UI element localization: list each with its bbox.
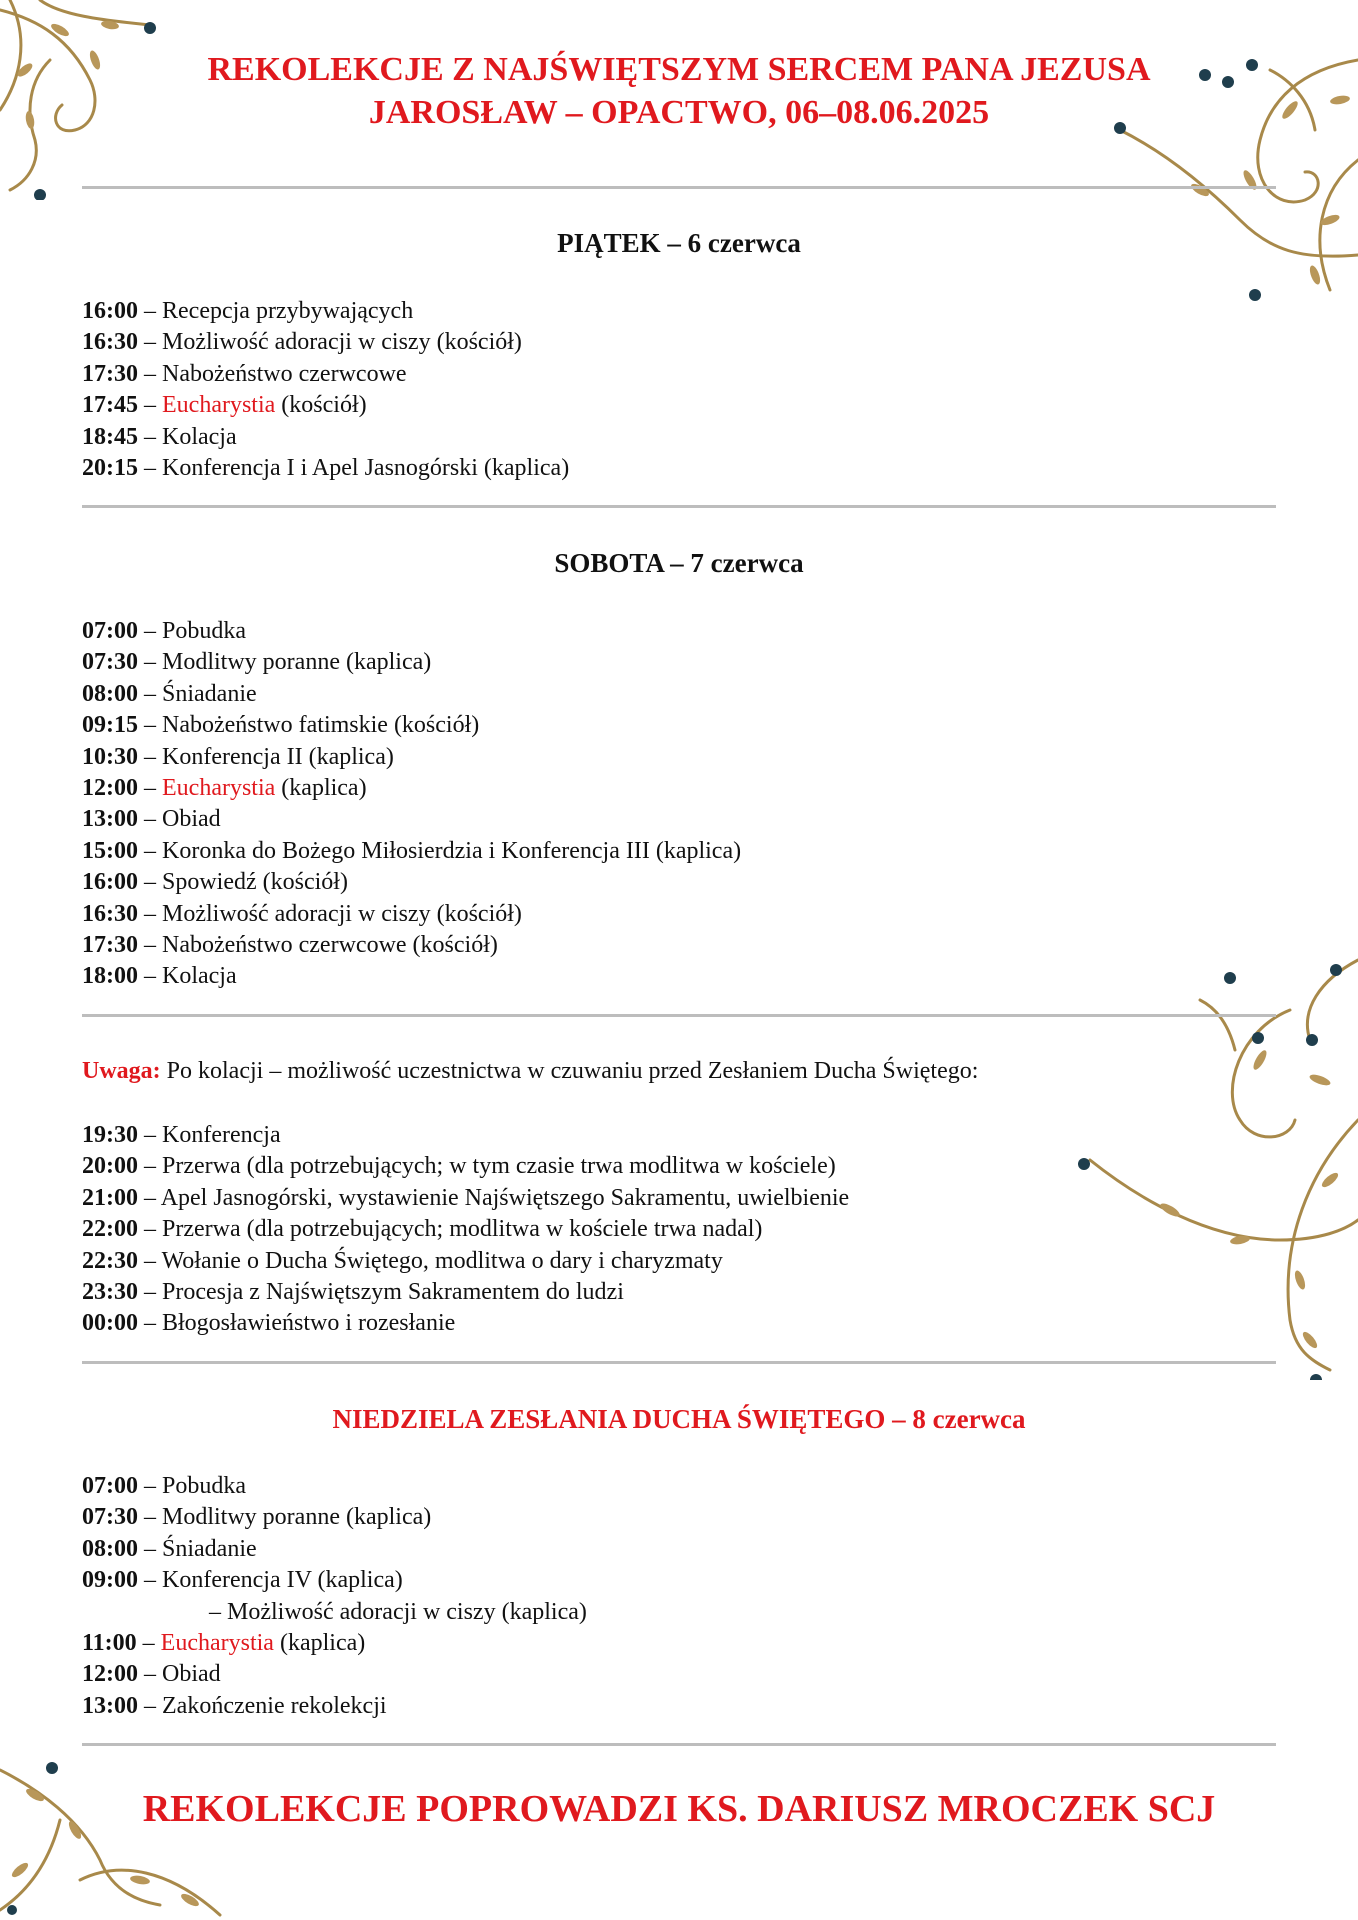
schedule-separator: – [138, 806, 162, 833]
schedule-separator: – [138, 1310, 162, 1337]
schedule-item [82, 1120, 849, 1151]
schedule-item [82, 773, 741, 804]
schedule-separator: – [138, 1692, 162, 1719]
schedule-item [82, 899, 741, 930]
schedule-item [82, 1214, 849, 1245]
schedule-item [82, 647, 741, 678]
schedule-separator: – [138, 1216, 162, 1243]
footer-leader: REKOLEKCJE POPROWADZI KS. DARIUSZ MROCZEK SCJ [142, 1788, 1216, 1830]
schedule-time: 08:00 [82, 1535, 138, 1562]
schedule-activity: Obiad [162, 1661, 221, 1688]
day-title-sunday: NIEDZIELA ZESŁANIA DUCHA ŚWIĘTEGO – 8 czerwca [332, 1404, 1026, 1434]
schedule-item [82, 359, 569, 390]
schedule-activity: Modlitwy poranne (kaplica) [162, 649, 432, 676]
schedule-activity: Konferencja [162, 1122, 281, 1148]
schedule-separator: – [138, 712, 162, 739]
schedule-separator: – [138, 392, 162, 419]
schedule-list-sunday [82, 1471, 587, 1722]
schedule-time: 16:00 [82, 869, 138, 896]
schedule-activity: Apel Jasnogórski, wystawienie Najświętszego Sakramentu, uwielbienie [160, 1184, 850, 1211]
schedule-separator: – [138, 1184, 161, 1211]
schedule-activity: Możliwość adoracji w ciszy (kaplica) [227, 1598, 587, 1625]
schedule-time: 07:30 [82, 1504, 138, 1531]
schedule-time: 10:30 [82, 743, 138, 770]
schedule-activity: Koronka do Bożego Miłosierdzia i Konferencja III (kaplica) [162, 837, 742, 864]
schedule-item [82, 742, 741, 773]
schedule-highlight: Eucharystia [160, 1630, 274, 1657]
schedule-item [82, 961, 741, 992]
schedule-list-vigil [82, 1120, 849, 1340]
schedule-time: 08:00 [82, 680, 138, 707]
schedule-activity: Możliwość adoracji w ciszy (kościół) [162, 900, 522, 927]
schedule-item [82, 1151, 849, 1182]
schedule-separator: – [138, 298, 162, 324]
schedule-activity: Przerwa (dla potrzebujących; modlitwa w kościele trwa nadal) [162, 1216, 763, 1243]
schedule-time: 07:00 [82, 618, 138, 644]
schedule-item [82, 1471, 587, 1502]
schedule-time: 22:30 [82, 1247, 138, 1274]
schedule-activity: Kolacja [162, 963, 237, 990]
schedule-separator: – [138, 455, 162, 482]
ornament-right-middle-icon [1060, 940, 1358, 1380]
schedule-item [82, 710, 741, 741]
schedule-item [82, 1502, 587, 1533]
schedule-activity: Śniadanie [162, 680, 257, 707]
schedule-separator: – [138, 1504, 162, 1531]
schedule-time: 07:30 [82, 649, 138, 676]
schedule-separator: – [138, 869, 162, 896]
day-title-saturday: SOBOTA – 7 czerwca [554, 548, 804, 578]
schedule-item [82, 422, 569, 453]
schedule-separator: – [138, 649, 162, 676]
schedule-activity: Nabożeństwo fatimskie (kościół) [162, 712, 480, 739]
schedule-time: 17:30 [82, 360, 138, 387]
schedule-item [82, 1183, 849, 1214]
schedule-time: 23:30 [82, 1279, 138, 1306]
schedule-item [82, 1659, 587, 1690]
schedule-list-friday [82, 296, 569, 484]
schedule-item [82, 1308, 849, 1339]
page-title [0, 48, 1358, 134]
schedule-activity: Nabożeństwo czerwcowe (kościół) [162, 932, 498, 959]
schedule-activity: Spowiedź (kościół) [162, 869, 348, 896]
schedule-activity: Modlitwy poranne (kaplica) [162, 1504, 432, 1531]
schedule-activity: Błogosławieństwo i rozesłanie [162, 1310, 456, 1337]
schedule-separator: – [138, 360, 162, 387]
schedule-activity: Konferencja II (kaplica) [162, 743, 394, 770]
schedule-separator: – [138, 1279, 162, 1306]
schedule-item [82, 390, 569, 421]
schedule-separator: – [138, 1661, 162, 1688]
schedule-activity: Możliwość adoracji w ciszy (kościół) [162, 329, 522, 356]
title-line-1: REKOLEKCJE Z NAJŚWIĘTSZYM SERCEM PANA JEZUSA [207, 51, 1151, 88]
schedule-activity: Nabożeństwo czerwcowe [162, 360, 407, 387]
schedule-activity: Wołanie o Ducha Świętego, modlitwa o dary i charyzmaty [161, 1247, 723, 1274]
schedule-highlight: Eucharystia [162, 392, 276, 419]
schedule-separator: – [138, 423, 162, 450]
divider [82, 505, 1276, 508]
schedule-activity: Procesja z Najświętszym Sakramentem do ludzi [162, 1279, 624, 1306]
schedule-separator: – [138, 329, 162, 356]
schedule-item [82, 867, 741, 898]
schedule-item [82, 1691, 587, 1722]
schedule-item [82, 1277, 849, 1308]
schedule-item [82, 1246, 849, 1277]
schedule-activity: Kolacja [162, 423, 237, 450]
schedule-time: 22:00 [82, 1216, 138, 1243]
schedule-activity: Obiad [162, 806, 221, 833]
schedule-list-saturday [82, 616, 741, 993]
schedule-time: 16:00 [82, 298, 138, 324]
schedule-activity: Recepcja przybywających [162, 298, 414, 324]
schedule-separator: – [138, 743, 162, 770]
vigil-note-text: Po kolacji – możliwość uczestnictwa w czuwaniu przed Zesłaniem Ducha Świętego: [160, 1058, 979, 1084]
schedule-time: 09:00 [82, 1567, 138, 1594]
schedule-activity: Pobudka [162, 1473, 246, 1499]
schedule-separator: – [138, 618, 162, 644]
schedule-item [82, 930, 741, 961]
schedule-activity: Konferencja IV (kaplica) [162, 1567, 403, 1594]
day-title-friday: PIĄTEK – 6 czerwca [557, 228, 801, 258]
schedule-separator: – [138, 775, 162, 802]
schedule-time: 12:00 [82, 775, 138, 802]
schedule-item [82, 453, 569, 484]
schedule-time: 07:00 [82, 1473, 138, 1499]
schedule-time: 17:30 [82, 932, 138, 959]
schedule-separator: – [136, 1630, 161, 1657]
schedule-time: 12:00 [82, 1661, 138, 1688]
schedule-separator: – [138, 1567, 162, 1594]
schedule-item [82, 616, 741, 647]
schedule-separator: – [138, 1122, 162, 1148]
schedule-item [82, 1628, 587, 1659]
schedule-item [82, 1597, 587, 1628]
schedule-separator: – [209, 1598, 227, 1625]
schedule-activity: (kaplica) [275, 775, 367, 802]
schedule-item [82, 1534, 587, 1565]
schedule-separator: – [138, 837, 162, 864]
schedule-time: 17:45 [82, 392, 138, 419]
schedule-highlight: Eucharystia [162, 775, 276, 802]
schedule-activity: Przerwa (dla potrzebujących; w tym czasie trwa modlitwa w kościele) [162, 1153, 836, 1180]
schedule-separator: – [138, 680, 162, 707]
divider [82, 1361, 1276, 1364]
schedule-separator: – [138, 963, 162, 990]
schedule-time: 13:00 [82, 806, 138, 833]
divider [82, 1014, 1276, 1017]
schedule-activity: Śniadanie [162, 1535, 257, 1562]
schedule-time: 13:00 [82, 1692, 138, 1719]
schedule-activity: Konferencja I i Apel Jasnogórski (kaplica) [162, 455, 570, 482]
schedule-separator: – [138, 1247, 162, 1274]
schedule-activity: Pobudka [162, 618, 246, 644]
schedule-item [82, 296, 569, 327]
title-line-2: JAROSŁAW – OPACTWO, 06–08.06.2025 [368, 94, 990, 131]
schedule-item [82, 1565, 587, 1596]
schedule-separator: – [138, 1473, 162, 1499]
schedule-separator: – [138, 1535, 162, 1562]
schedule-time: 18:45 [82, 423, 138, 450]
schedule-item [82, 804, 741, 835]
vigil-note [82, 1056, 978, 1087]
schedule-separator: – [138, 1153, 162, 1180]
schedule-time: 15:00 [82, 837, 138, 864]
schedule-separator: – [138, 932, 162, 959]
schedule-activity: (kaplica) [273, 1630, 366, 1657]
schedule-time: 20:00 [82, 1153, 138, 1180]
schedule-time: 11:00 [82, 1630, 137, 1657]
schedule-time: 09:15 [82, 712, 138, 739]
vigil-note-label: Uwaga: [82, 1058, 161, 1084]
divider [82, 1743, 1276, 1746]
divider [82, 186, 1276, 189]
schedule-time: 00:00 [82, 1310, 138, 1337]
schedule-time: 18:00 [82, 963, 138, 990]
schedule-item [82, 679, 741, 710]
schedule-time: 21:00 [82, 1184, 138, 1211]
schedule-item [82, 327, 569, 358]
schedule-time: 16:30 [82, 329, 138, 356]
schedule-activity: Zakończenie rekolekcji [162, 1692, 387, 1719]
schedule-time: 20:15 [82, 455, 138, 482]
schedule-activity: (kościół) [275, 392, 367, 419]
schedule-separator: – [138, 900, 162, 927]
schedule-time: 19:30 [82, 1122, 138, 1148]
schedule-item [82, 836, 741, 867]
schedule-time: 16:30 [82, 900, 138, 927]
